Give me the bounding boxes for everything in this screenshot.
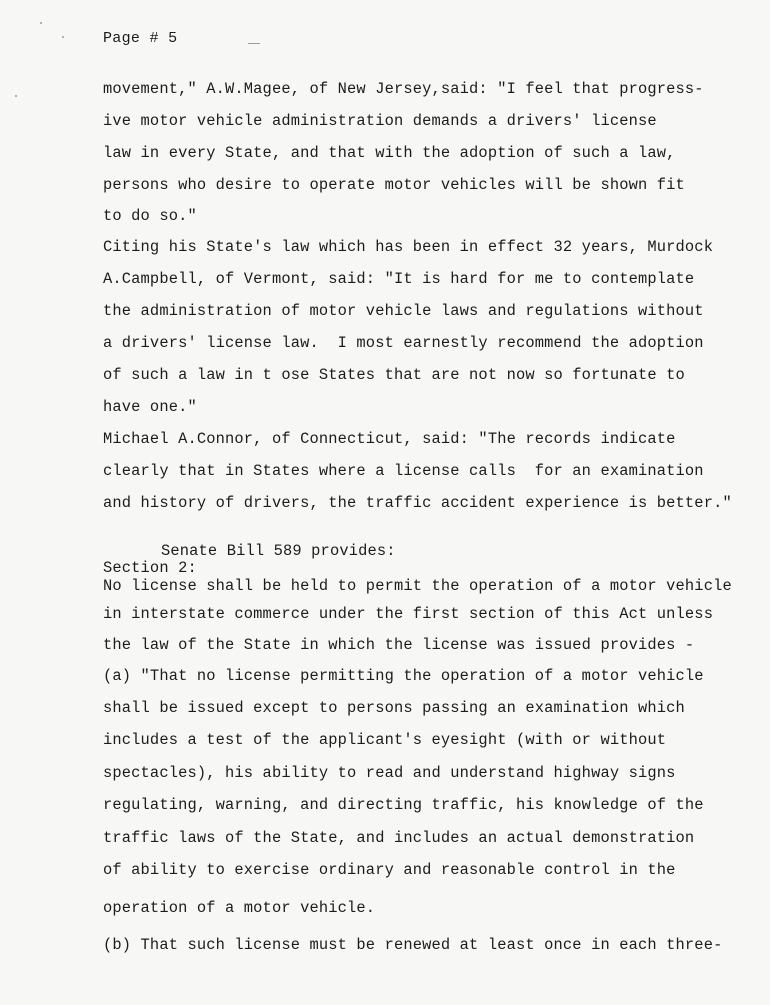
text-line-2: ive motor vehicle administration demands a drivers' license xyxy=(103,112,657,130)
text-line-19: the law of the State in which the license was issued provides - xyxy=(103,636,695,654)
text-line-22: includes a test of the applicant's eyesight (with or without xyxy=(103,731,667,749)
text-line-7: A.Campbell, of Vermont, said: "It is hard for me to contemplate xyxy=(103,270,695,288)
text-line-25: traffic laws of the State, and includes an actual demonstration xyxy=(103,829,695,847)
text-line-4: persons who desire to operate motor vehicles will be shown fit xyxy=(103,176,685,194)
text-line-20: (a) "That no license permitting the operation of a motor vehicle xyxy=(103,667,704,685)
senate-bill-heading: Senate Bill 589 provides: xyxy=(161,542,396,560)
text-line-10: of such a law in t ose States that are not now so fortunate to xyxy=(103,366,685,384)
text-line-12: Michael A.Connor, of Connecticut, said: "The records indicate xyxy=(103,430,676,448)
text-line-11: have one." xyxy=(103,398,197,416)
text-line-24: regulating, warning, and directing traffic, his knowledge of the xyxy=(103,796,704,814)
text-line-9: a drivers' license law. I most earnestly recommend the adoption xyxy=(103,334,704,352)
paper-speck xyxy=(40,22,42,24)
text-line-3: law in every State, and that with the adoption of such a law, xyxy=(103,144,676,162)
paper-speck xyxy=(248,43,260,44)
text-line-21: shall be issued except to persons passing an examination which xyxy=(103,699,685,717)
text-line-23: spectacles), his ability to read and understand highway signs xyxy=(103,764,676,782)
text-line-27: operation of a motor vehicle. xyxy=(103,899,376,917)
text-line-28: (b) That such license must be renewed at least once in each three- xyxy=(103,936,723,954)
text-line-18: in interstate commerce under the first section of this Act unless xyxy=(103,605,714,623)
page-number-header: Page # 5 xyxy=(103,30,178,47)
text-line-13: clearly that in States where a license calls for an examination xyxy=(103,462,704,480)
text-line-6: Citing his State's law which has been in effect 32 years, Murdock xyxy=(103,238,714,256)
paper-speck xyxy=(15,95,17,97)
text-line-1: movement," A.W.Magee, of New Jersey,said: "I feel that progress- xyxy=(103,80,704,98)
section-heading: Section 2: xyxy=(103,559,197,577)
paper-speck xyxy=(62,36,64,38)
text-line-8: the administration of motor vehicle laws and regulations without xyxy=(103,302,704,320)
text-line-26: of ability to exercise ordinary and reasonable control in the xyxy=(103,861,676,879)
text-line-17: No license shall be held to permit the operation of a motor vehicle xyxy=(103,577,732,595)
text-line-5: to do so." xyxy=(103,207,197,225)
text-line-14: and history of drivers, the traffic accident experience is better." xyxy=(103,494,732,512)
